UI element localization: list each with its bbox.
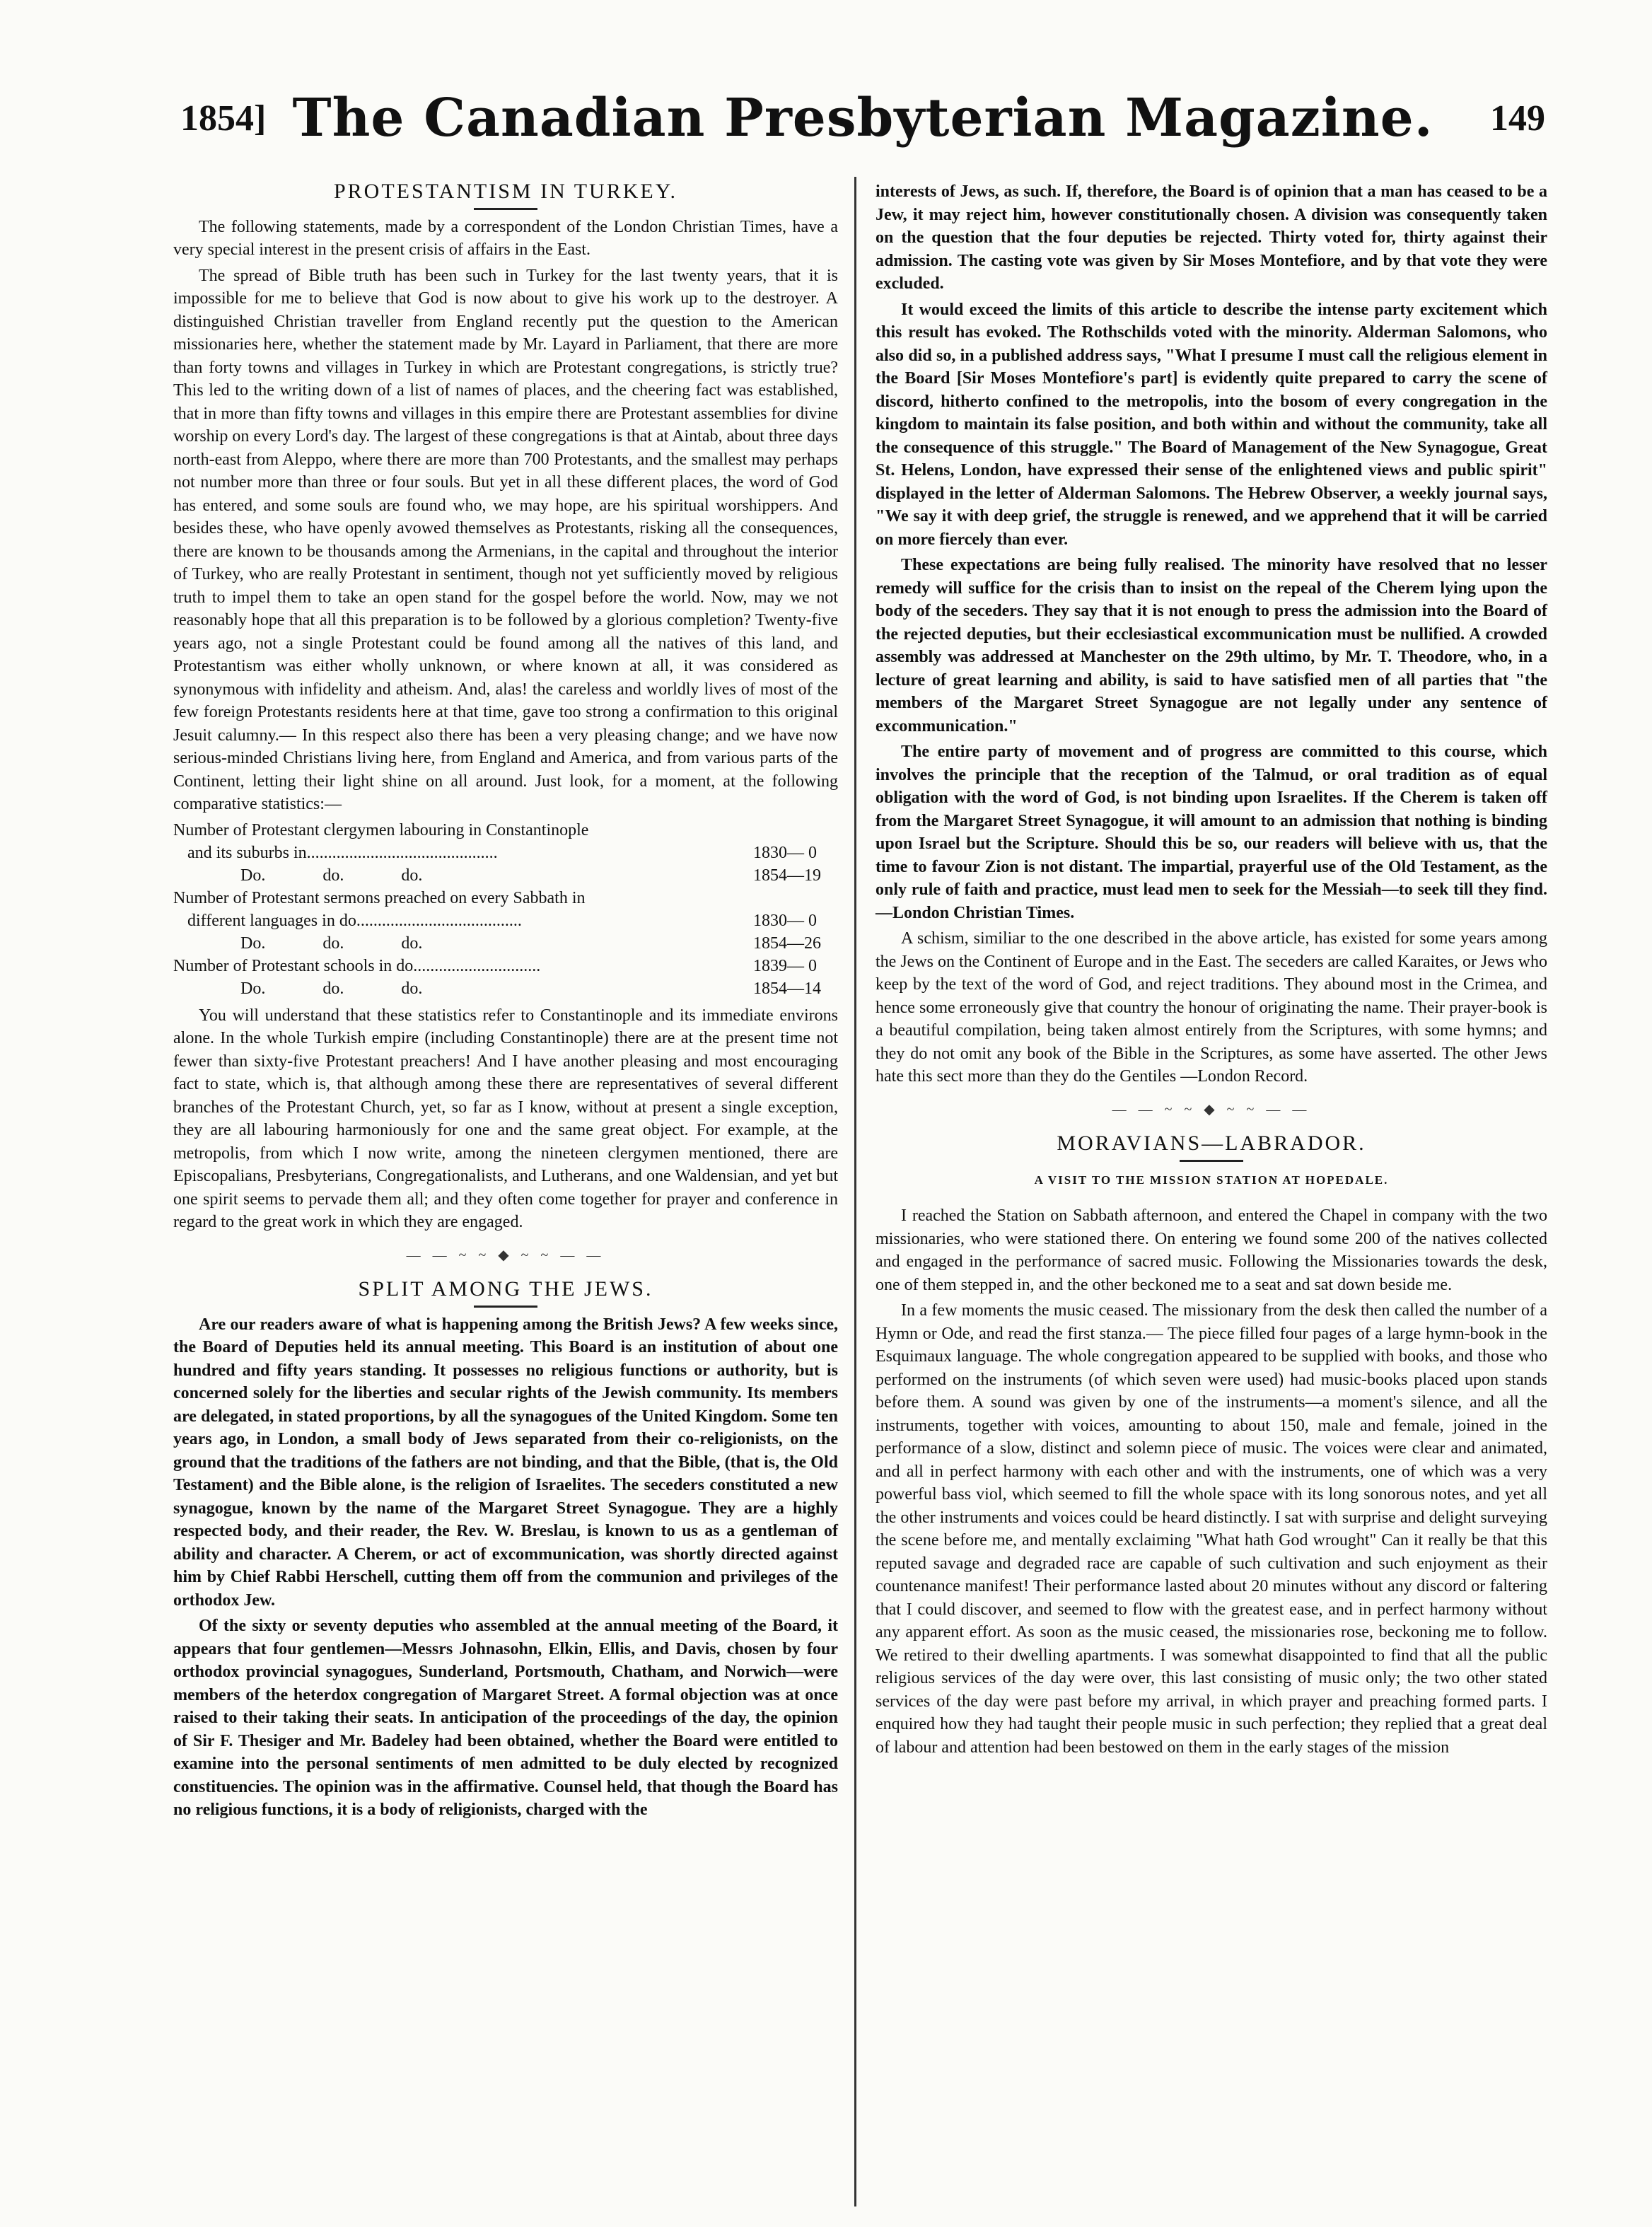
stat-value: 1830— 0 xyxy=(753,911,817,930)
stat-row xyxy=(173,864,838,887)
stat-value xyxy=(748,887,838,909)
stat-label: different languages in do....................................... xyxy=(187,911,522,930)
statistics-table xyxy=(173,819,838,1000)
stat-label: Do. do. do. xyxy=(240,979,423,998)
paragraph: I reached the Station on Sabbath afternoon, and entered the Chapel in company with the two missionaries, who were stationed there. On entering we found some 200 of the natives collected and engaged in the performance of sacred music. Following the Missionaries towards the desk, one of them stepped in, and the other beckoned me to a seat and sat down beside me. xyxy=(876,1206,1547,1294)
stat-row xyxy=(173,977,838,1000)
paragraph: Of the sixty or seventy deputies who assembled at the annual meeting of the Board, it appears that four gentlemen—Messrs Johnasohn, Elkin, Ellis, and Davis, chosen by four orthodox provincial synagogues, Sunderland, Portsmouth, Chatham, and Norwich—were members of the heterdox congregation of Margaret Street. A formal objection was at once raised to their taking their seats. In anticipation of the proceedings of the day, the opinion of Sir F. Thesiger and Mr. Badeley had been obtained, whether the Board were entitled to examine into the personal sentiments of men admitted to be duly elected by recognized constituencies. The opinion was in the affirmative. Counsel held, that though the Board has no religious functions, it is a body of religionists, charged with the xyxy=(173,1617,838,1819)
section-title-split-jews: SPLIT AMONG THE JEWS. xyxy=(358,1277,653,1301)
title-rule xyxy=(474,208,537,210)
title-rule xyxy=(474,1306,537,1308)
paragraph: These expectations are being fully realised. The minority have resolved that no lesser remedy will suffice for the crisis than to insist on the repeal of the Cherem lying upon the body of the seceders. They say that it is not enough to press the admission into the Board of the rejected deputies, but their ecclesiastical excommunication must be nullified. A crowded assembly was addressed at Manchester on the 29th ultimo, by Mr. T. Theodore, who, in a lecture of great learning and ability, is said to have satisfied men of all parties that "the members of the Margaret Street Synagogue are not legally under any sentence of excommunication." xyxy=(876,556,1547,735)
section-ornament: — — ~ ~ ◆ ~ ~ — — xyxy=(1112,1101,1311,1117)
page-number: 149 xyxy=(1490,98,1545,139)
stat-value: 1830— 0 xyxy=(753,843,817,862)
magazine-title: The Canadian Presbyterian Magazine. xyxy=(292,88,1433,149)
stat-value: 1854—14 xyxy=(753,979,821,998)
stat-label: Do. do. do. xyxy=(240,866,423,885)
paragraph: You will understand that these statistics refer to Constantinople and its immediate environs alone. In the whole Turkish empire (including Constantinople) there are at the present time not fewer than sixty-five Protestant preachers! And I have another pleasing and most encouraging fact to state, which is, that although among these there are representatives of several different branches of the Protestant Church, yet, so far as I know, without at present a single exception, they are all labouring harmoniously for one and the same great object. For example, at the metropolis, from which I now write, among the nineteen clergymen mentioned, there are Episcopalians, Presbyterians, Congregationalists, and Lutherans, and one Waldensian, and yet but one spirit seems to pervade them all; and they often come together for prayer and conference in regard to the great work in which they are engaged. xyxy=(173,1006,838,1231)
column-divider xyxy=(854,177,856,2206)
stat-value: 1854—19 xyxy=(753,866,821,885)
paragraph: Are our readers aware of what is happening among the British Jews? A few weeks since, the Board of Deputies held its annual meeting. This Board is an institution of about one hundred and fifty years standing. It possesses no religious functions or authority, but is concerned solely for the liberties and secular rights of the Jewish community. Its members are delegated, in stated proportions, by all the synagogues of the United Kingdom. Some ten years ago, in London, a small body of Jews separated from their co-religionists, on the ground that the traditions of the fathers are not binding, and that the Bible, (that is, the Old Testament) and the Bible alone, is the religion of Israelites. The seceders constituted a new synagogue, known by the name of the Margaret Street Synagogue. They are a highly respected body, and their reader, the Rev. W. Breslau, is known to us as a gentleman of ability and character. A Cherem, or act of excommunication, was shortly directed against him by Chief Rabbi Herschell, cutting them off from the communion and privileges of the orthodox Jew. xyxy=(173,1315,838,1610)
paragraph: In a few moments the music ceased. The missionary from the desk then called the number of a Hymn or Ode, and read the first stanza.— The piece filled four pages of a large hymn-book in the Esquimaux language. The whole congregation appeared to be supplied with books, and those who performed on the instruments (of which seven were used) had music-books placed upon stands before them. A sound was given by one of the instruments—a moment's silence, and all the instruments, together with voices, amounting to about 150, male and female, joined in the performance of a slow, distinct and solemn piece of music. The voices were clear and animated, and all in perfect harmony with each other and with the instruments, one of which was a very powerful bass viol, which seemed to fill the whole space with its long sonorous notes, and yet all the other instruments and voices could be heard distinctly. I sat with surprise and delight surveying the scene before me, and mentally exclaiming "What hath God wrought" Can it really be that this reputed savage and degraded race are capable of such cultivation and such enjoyment as their countenance manifest! Their performance lasted about 20 minutes without any discord or faltering that I could discover, and seemed to flow with the greatest ease, and in perfect harmony without any apparent effort. As soon as the music ceased, the missionaries rose, beckoning me to follow. We retired to their dwelling apartments. I was somewhat disappointed to find that all the public religious services of the day were over, this last consisting of music only; the two other stated services of the day were past before my arrival, in which prayer and preaching formed parts. I enquired how they had taught their people music in such perfection; they replied that a great deal of labour and attention had been bestowed on them in the early stages of the mission xyxy=(876,1301,1547,1757)
stat-label: Number of Protestant sermons preached on every Sabbath in xyxy=(173,888,586,907)
paragraph: The following statements, made by a correspondent of the London Christian Times, have a very special interest in the present crisis of affairs in the East. xyxy=(173,217,838,259)
stat-label: Number of Protestant clergymen labouring in Constantinople xyxy=(173,820,589,839)
paragraph: The spread of Bible truth has been such in Turkey for the last twenty years, that it is impossible for me to believe that God is now about to give his work up to the destroyer. A distinguished Christian traveller from England recently put the question to the American missionaries here, whether the statement made by Mr. Layard in Parliament, that there are more than forty towns and villages in Turkey in which are Protestant congregations, is strictly true? This led to the writing down of a list of names of places, and the cheering fact was established, that in more than fifty towns and villages in this empire there are Protestant assemblies for divine worship on every Lord's day. The largest of these congregations is that at Aintab, about three days north-east from Aleppo, where there are more than 700 Protestants, and the smallest may perhaps not number more than three or four souls. But yet in all these different places, the word of God has entered, and some souls are found who, we may hope, are his spiritual worshippers. And besides these, who have openly avowed themselves as Protestants, risking all the consequences, there are known to be thousands among the Armenians, in the capital and throughout the interior of Turkey, who are really Protestant in sentiment, though not yet sufficiently moved by religious truth to impel them to take an open stand for the gospel before the world. Now, may we not reasonably hope that all this preparation is to be followed by a glorious completion? Twenty-five years ago, not a single Protestant could be found among all the natives of this land, and Protestantism was either wholly unknown, or where known at all, it was considered as synonymous with infidelity and atheism. And, alas! the careless and worldly lives of most of the few foreign Protestants residents here at that time, gave too strong a confirmation to this original Jesuit calumny.— In this respect also there has been a very pleasing change; and we have now serious-minded Christians living here, from England and America, and from various parts of the Continent, letting their light shine on all around. Just look, for a moment, at the following comparative statistics:— xyxy=(173,266,838,813)
section-subtitle: A VISIT TO THE MISSION STATION AT HOPEDALE. xyxy=(1034,1173,1389,1187)
stat-row xyxy=(173,909,838,932)
stat-value xyxy=(748,819,838,842)
left-column xyxy=(173,180,838,1825)
stat-label: Do. do. do. xyxy=(240,934,423,953)
stat-row xyxy=(173,932,838,955)
paragraph: A schism, similiar to the one described in the above article, has existed for some years among the Jews on the Continent of Europe and in the East. The seceders are called Karaites, or Jews who keep by the text of the word of God, and reject traditions. They abound most in the Crimea, and hence some erroneously give that country the honour of originating the name. Their prayer-book is a beautiful compilation, being taken almost entirely from the Scriptures, with some hymns; and they do not omit any book of the Bible in the Scriptures, as some have asserted. The other Jews hate this sect more than they do the Gentiles —London Record. xyxy=(876,929,1547,1086)
stat-row xyxy=(173,955,838,977)
section-ornament: — — ~ ~ ◆ ~ ~ — — xyxy=(406,1247,605,1263)
stat-row xyxy=(173,842,838,864)
stat-label: and its suburbs in............................................. xyxy=(187,843,498,862)
section-title-protestantism: PROTESTANTISM IN TURKEY. xyxy=(333,180,678,203)
stat-row xyxy=(173,819,838,842)
stat-row xyxy=(173,887,838,909)
header-year: 1854] xyxy=(180,98,267,139)
stat-label: Number of Protestant schools in do.............................. xyxy=(173,956,541,975)
paragraph: The entire party of movement and of progress are committed to this course, which involves the principle that the reception of the Talmud, or oral tradition as of equal obligation with the word of God, is not binding upon Israelites. If the Cherem is taken off from the Margaret Street Synagogue, it will amount to an admission that nothing is binding upon Israel but the Scripture. Should this be so, our readers will believe with us, that the time to favour Zion is not distant. The impartial, prayerful use of the Old Testament, as the only rule of faith and practice, must lead men to seek for the Messiah—to seek till they find.—London Christian Times. xyxy=(876,743,1547,922)
section-title-moravians: MORAVIANS—LABRADOR. xyxy=(1057,1132,1366,1155)
paragraph: interests of Jews, as such. If, therefore, the Board is of opinion that a man has ceased to be a Jew, it may reject him, however constitutionally chosen. A division was consequently taken on the question that the four deputies be rejected. Thirty voted for, thirty against their admission. The casting vote was given by Sir Moses Montefiore, and by that vote they were excluded. xyxy=(876,182,1547,293)
right-column xyxy=(876,180,1547,1762)
title-rule xyxy=(1180,1160,1243,1162)
stat-value: 1839— 0 xyxy=(753,956,817,975)
stat-value: 1854—26 xyxy=(753,934,821,953)
paragraph: It would exceed the limits of this article to describe the intense party excitement which this result has evoked. The Rothschilds voted with the minority. Alderman Salomons, who also did so, in a published address says, "What I presume I must call the religious element in the Board [Sir Moses Montefiore's part] is evidently quite prepared to carry the scene of discord, hitherto confined to the metropolis, into the bosom of every congregation in the kingdom to maintain its false position, and both within and without the community, take all the consequence of this struggle." The Board of Management of the New Synagogue, Great St. Helens, London, have expressed their sense of the enlightened views and public spirit" displayed in the letter of Alderman Salomons. The Hebrew Observer, a weekly journal says, "We say it with deep grief, the struggle is renewed, and we apprehend that it will be carried on more fiercely than ever. xyxy=(876,300,1547,549)
page-header xyxy=(180,85,1545,163)
